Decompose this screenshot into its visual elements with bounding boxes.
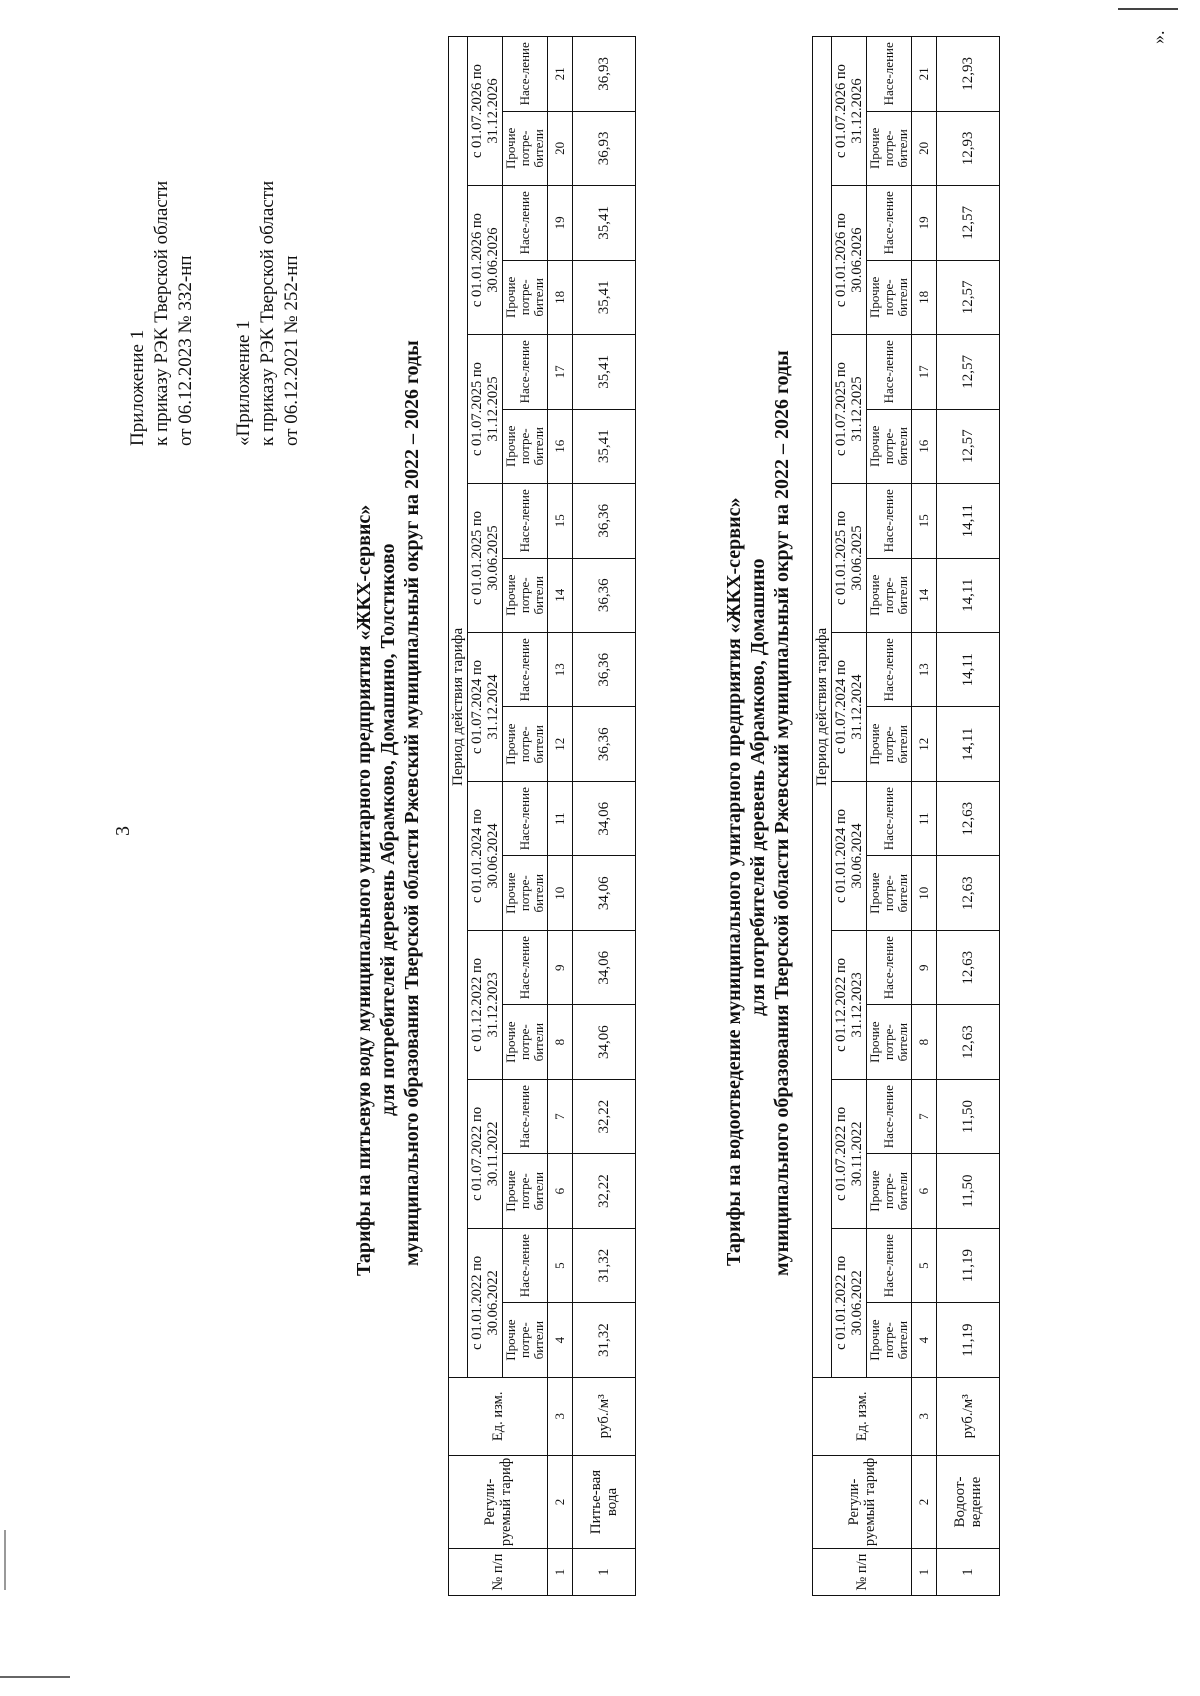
- table-row: [937, 37, 1000, 1596]
- period-range: с 01.01.2025 по 30.06.2025: [832, 484, 867, 633]
- period-range: с 01.07.2025 по 31.12.2025: [832, 335, 867, 484]
- column-number: 20: [912, 111, 937, 185]
- column-number: 9: [912, 930, 937, 1004]
- subheader-other-consumers: Прочие потре-бители: [867, 1303, 912, 1377]
- header-num: № п/п: [813, 1549, 912, 1596]
- subheader-population: Насе-ление: [867, 781, 912, 855]
- period-range: с 01.01.2022 по 30.06.2022: [832, 1228, 867, 1377]
- subheader-population: Насе-ление: [503, 484, 548, 558]
- tariff-value: 11,19: [937, 1303, 1000, 1377]
- tariff-value: 14,11: [937, 707, 1000, 781]
- subheader-other-consumers: Прочие потре-бители: [503, 409, 548, 483]
- column-number: 21: [548, 37, 573, 112]
- subheader-population: Насе-ление: [503, 37, 548, 112]
- subheader-population: Насе-ление: [867, 1079, 912, 1153]
- period-range: с 01.01.2025 по 30.06.2025: [468, 484, 503, 633]
- tariff-value: 12,57: [937, 186, 1000, 260]
- title-line: Тарифы на питьевую воду муниципального унитарного предприятия «ЖКХ-сервис»: [353, 504, 375, 1276]
- column-number: 16: [548, 409, 573, 483]
- column-number: 18: [912, 260, 937, 334]
- tariff-value: 12,63: [937, 930, 1000, 1004]
- tariff-value: 31,32: [573, 1228, 636, 1302]
- column-number: 8: [548, 1005, 573, 1079]
- subheader-other-consumers: Прочие потре-бители: [503, 1005, 548, 1079]
- subheader-population: Насе-ление: [503, 781, 548, 855]
- column-number: 14: [548, 558, 573, 632]
- period-range: с 01.01.2026 по 30.06.2026: [832, 186, 867, 335]
- row-num: 1: [937, 1549, 1000, 1596]
- column-number: 7: [548, 1079, 573, 1153]
- column-number: 5: [912, 1228, 937, 1302]
- annex-line: к приказу РЭК Тверской области: [151, 180, 172, 446]
- column-number: 15: [548, 484, 573, 558]
- header-num: № п/п: [449, 1549, 548, 1596]
- column-number: 11: [912, 781, 937, 855]
- tariff-value: 12,63: [937, 781, 1000, 855]
- header-tariff: Регули-руемый тариф: [813, 1455, 912, 1549]
- subheader-population: Насе-ление: [503, 633, 548, 707]
- subheader-population: Насе-ление: [867, 186, 912, 260]
- tariff-value: 14,11: [937, 484, 1000, 558]
- tariff-value: 36,36: [573, 707, 636, 781]
- tariff-value: 32,22: [573, 1154, 636, 1228]
- period-range: с 01.01.2024 по 30.06.2024: [832, 781, 867, 930]
- period-range: с 01.12.2022 по 31.12.2023: [468, 930, 503, 1079]
- column-number: 11: [548, 781, 573, 855]
- subheader-population: Насе-ление: [867, 930, 912, 1004]
- column-number: 6: [912, 1154, 937, 1228]
- tariff-value: 12,63: [937, 1005, 1000, 1079]
- period-range: с 01.07.2025 по 31.12.2025: [468, 335, 503, 484]
- title-line: Тарифы на водоотведение муниципального унитарного предприятия «ЖКХ-сервис»: [723, 497, 745, 1266]
- subheader-population: Насе-ление: [867, 335, 912, 409]
- tariff-value: 36,36: [573, 633, 636, 707]
- title-line: муниципального образования Тверской области Ржевский муниципальный округ на 2022 – 2026 годы: [771, 350, 793, 1276]
- annex-current: [126, 181, 198, 446]
- subheader-population: Насе-ление: [867, 633, 912, 707]
- annex-original: [232, 181, 304, 446]
- column-number: 1: [548, 1549, 573, 1596]
- tariff-value: 34,06: [573, 930, 636, 1004]
- row-tariff-name: Питье-вая вода: [573, 1455, 636, 1549]
- column-number: 21: [912, 37, 937, 112]
- period-range: с 01.12.2022 по 31.12.2023: [832, 930, 867, 1079]
- tariff-value: 12,63: [937, 856, 1000, 930]
- column-number: 16: [912, 409, 937, 483]
- row-unit: руб./м³: [573, 1377, 636, 1455]
- tariff-value: 12,57: [937, 409, 1000, 483]
- column-number: 2: [912, 1455, 937, 1549]
- tariff-value: 36,36: [573, 484, 636, 558]
- header-period: Период действия тарифа: [813, 37, 832, 1378]
- period-range: с 01.07.2026 по 31.12.2026: [468, 37, 503, 186]
- period-range: с 01.01.2022 по 30.06.2022: [468, 1228, 503, 1377]
- tariff-value: 14,11: [937, 558, 1000, 632]
- column-number: 13: [548, 633, 573, 707]
- tariff-value: 12,57: [937, 260, 1000, 334]
- column-number: 10: [912, 856, 937, 930]
- row-tariff-name: Водоот-ведение: [937, 1455, 1000, 1549]
- title-line: для потребителей деревень Абрамково, Домашино, Толстиково: [377, 543, 399, 1116]
- subheader-other-consumers: Прочие потре-бители: [867, 856, 912, 930]
- table2-title: [722, 16, 794, 1276]
- tariff-value: 35,41: [573, 409, 636, 483]
- column-number: 9: [548, 930, 573, 1004]
- column-number: 19: [912, 186, 937, 260]
- column-number: 12: [912, 707, 937, 781]
- tariff-value: 32,22: [573, 1079, 636, 1153]
- tariff-value: 36,93: [573, 37, 636, 112]
- annex-line: Приложение 1: [127, 329, 148, 446]
- column-number: 3: [912, 1377, 937, 1455]
- subheader-population: Насе-ление: [503, 1228, 548, 1302]
- column-number: 20: [548, 111, 573, 185]
- column-number: 7: [912, 1079, 937, 1153]
- column-number: 17: [548, 335, 573, 409]
- subheader-population: Насе-ление: [503, 335, 548, 409]
- column-number: 15: [912, 484, 937, 558]
- column-number: 12: [548, 707, 573, 781]
- header-unit: Ед. изм.: [449, 1377, 548, 1455]
- column-number: 10: [548, 856, 573, 930]
- tariff-value: 36,93: [573, 111, 636, 185]
- subheader-other-consumers: Прочие потре-бители: [503, 260, 548, 334]
- column-number: 13: [912, 633, 937, 707]
- column-number: 4: [548, 1303, 573, 1377]
- tariff-value: 35,41: [573, 335, 636, 409]
- subheader-other-consumers: Прочие потре-бители: [503, 1303, 548, 1377]
- period-range: с 01.07.2024 по 31.12.2024: [468, 633, 503, 782]
- column-number: 5: [548, 1228, 573, 1302]
- column-number: 6: [548, 1154, 573, 1228]
- header-tariff: Регули-руемый тариф: [449, 1455, 548, 1549]
- subheader-other-consumers: Прочие потре-бители: [867, 409, 912, 483]
- header-unit: Ед. изм.: [813, 1377, 912, 1455]
- closing-quote: ».: [1148, 30, 1168, 44]
- subheader-other-consumers: Прочие потре-бители: [503, 1154, 548, 1228]
- tariff-value: 35,41: [573, 260, 636, 334]
- title-line: для потребителей деревень Абрамково, Домашино: [747, 558, 769, 1016]
- subheader-population: Насе-ление: [867, 37, 912, 112]
- annex-line: к приказу РЭК Тверской области: [257, 180, 278, 446]
- column-number: 3: [548, 1377, 573, 1455]
- period-range: с 01.07.2022 по 30.11.2022: [468, 1079, 503, 1228]
- period-range: с 01.07.2026 по 31.12.2026: [832, 37, 867, 186]
- tariff-value: 36,36: [573, 558, 636, 632]
- column-number: 17: [912, 335, 937, 409]
- tariff-value: 31,32: [573, 1303, 636, 1377]
- tariff-value: 12,57: [937, 335, 1000, 409]
- tariff-value: 11,50: [937, 1154, 1000, 1228]
- header-period: Период действия тарифа: [449, 37, 468, 1378]
- column-number: 18: [548, 260, 573, 334]
- subheader-other-consumers: Прочие потре-бители: [503, 856, 548, 930]
- column-number: 4: [912, 1303, 937, 1377]
- subheader-other-consumers: Прочие потре-бители: [867, 1154, 912, 1228]
- subheader-other-consumers: Прочие потре-бители: [867, 111, 912, 185]
- column-number: 2: [548, 1455, 573, 1549]
- title-line: муниципального образования Тверской области Ржевский муниципальный округ на 2022 – 2026 годы: [401, 340, 423, 1266]
- tariff-value: 35,41: [573, 186, 636, 260]
- row-num: 1: [573, 1549, 636, 1596]
- tariff-value: 12,93: [937, 37, 1000, 112]
- subheader-other-consumers: Прочие потре-бители: [503, 558, 548, 632]
- column-number: 1: [912, 1549, 937, 1596]
- subheader-other-consumers: Прочие потре-бители: [867, 260, 912, 334]
- table1-title: [352, 16, 424, 1276]
- subheader-other-consumers: Прочие потре-бители: [867, 558, 912, 632]
- subheader-population: Насе-ление: [503, 186, 548, 260]
- tariff-table-wastewater: [812, 36, 1000, 1596]
- column-number: 14: [912, 558, 937, 632]
- subheader-population: Насе-ление: [503, 930, 548, 1004]
- period-range: с 01.01.2024 по 30.06.2024: [468, 781, 503, 930]
- column-number: 19: [548, 186, 573, 260]
- tariff-value: 14,11: [937, 633, 1000, 707]
- tariff-value: 11,50: [937, 1079, 1000, 1153]
- tariff-value: 12,93: [937, 111, 1000, 185]
- tariff-value: 34,06: [573, 856, 636, 930]
- row-unit: руб./м³: [937, 1377, 1000, 1455]
- subheader-other-consumers: Прочие потре-бители: [867, 707, 912, 781]
- table-row: [573, 37, 636, 1596]
- subheader-population: Насе-ление: [503, 1079, 548, 1153]
- page-number: 3: [112, 826, 134, 836]
- subheader-population: Насе-ление: [867, 484, 912, 558]
- annex-line: от 06.12.2023 № 332-нп: [175, 255, 196, 446]
- subheader-other-consumers: Прочие потре-бители: [503, 707, 548, 781]
- period-range: с 01.07.2022 по 30.11.2022: [832, 1079, 867, 1228]
- annex-line: от 06.12.2021 № 252-нп: [281, 255, 302, 446]
- subheader-other-consumers: Прочие потре-бители: [503, 111, 548, 185]
- annex-line: «Приложение 1: [233, 320, 254, 446]
- column-number: 8: [912, 1005, 937, 1079]
- period-range: с 01.07.2024 по 31.12.2024: [832, 633, 867, 782]
- tariff-value: 34,06: [573, 1005, 636, 1079]
- subheader-other-consumers: Прочие потре-бители: [867, 1005, 912, 1079]
- tariff-table-drinking-water: [448, 36, 636, 1596]
- subheader-population: Насе-ление: [867, 1228, 912, 1302]
- period-range: с 01.01.2026 по 30.06.2026: [468, 186, 503, 335]
- tariff-value: 34,06: [573, 781, 636, 855]
- tariff-value: 11,19: [937, 1228, 1000, 1302]
